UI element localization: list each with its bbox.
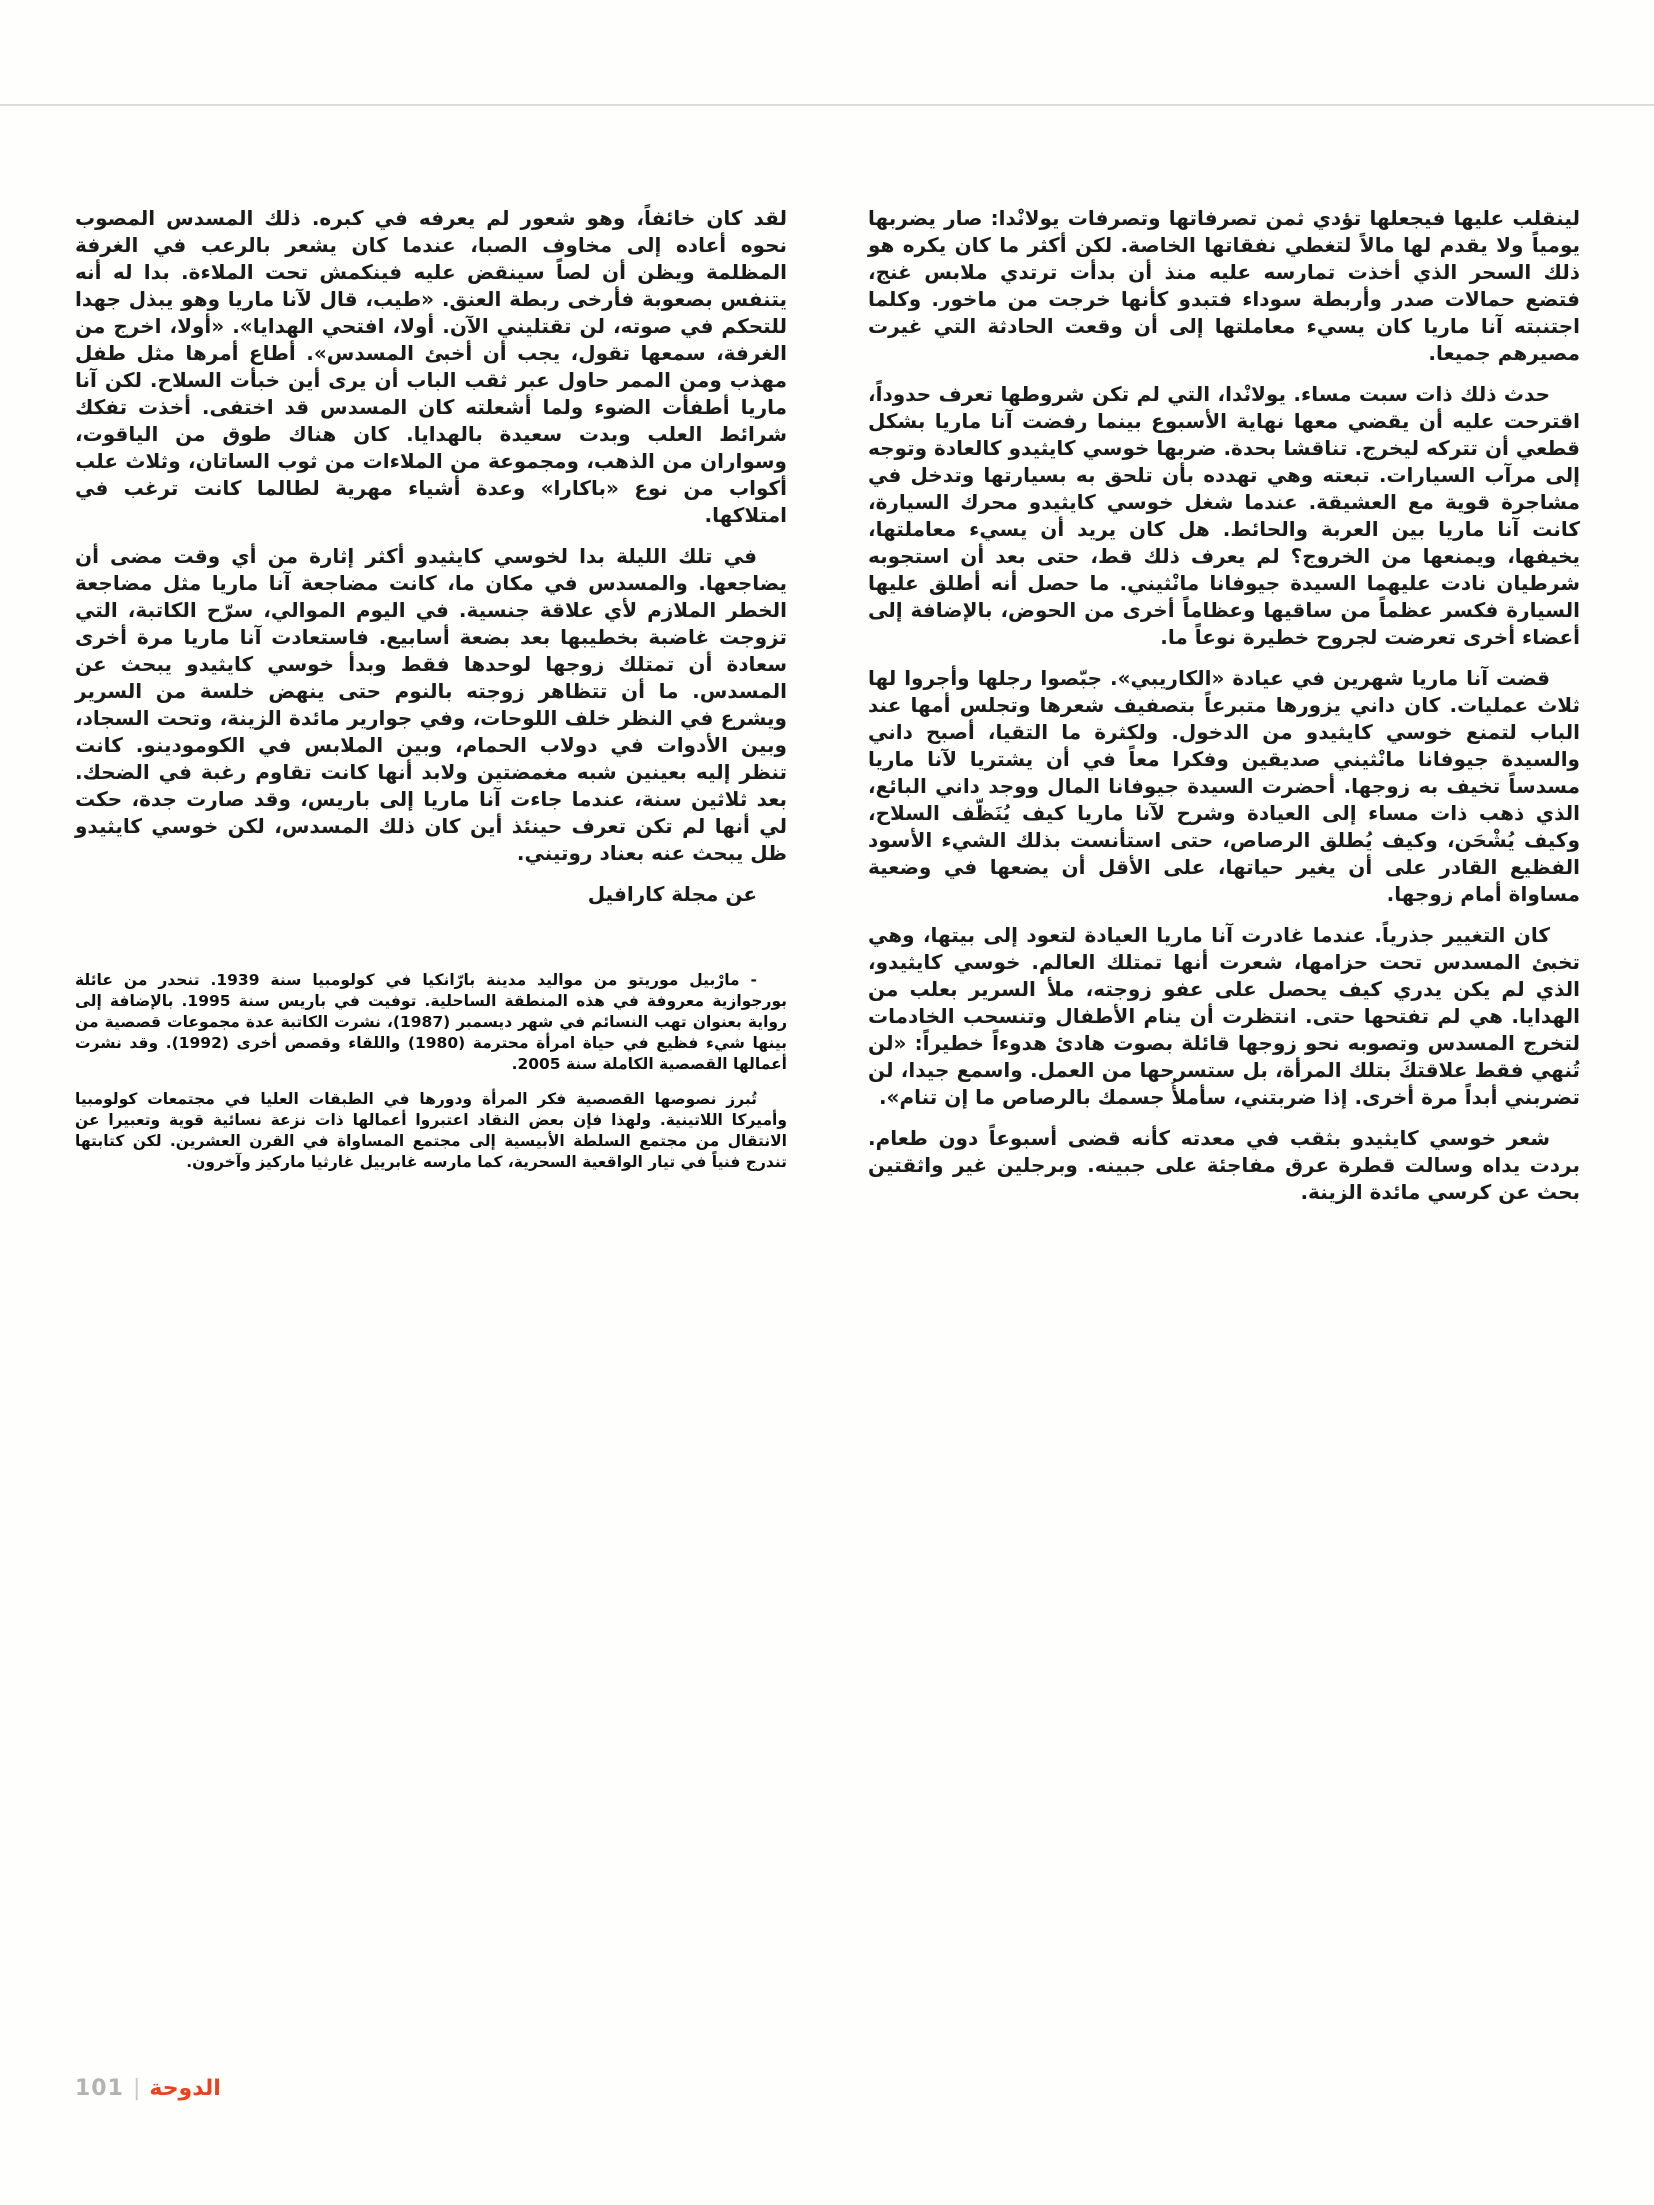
footnote-author-bio: - مارْبيل موريتو من مواليد مدينة بارّانكيا في كولومبيا سنة 1939. تنحدر من عائلة بورجوازية معروفة في هذه المنطقة الساحلية. توفيت في باريس سنة 1995. بالإضافة إلى رواية بعنوان تهب النسائم في شهر ديسمبر (1987)، نشرت الكاتبة عدة مجموعات قصصية من بينها شيء فظيع في حياة امرأة محترمة (1980) واللقاء وقصص أخرى (1992). وقد نشرت أعمالها القصصية الكاملة سنة 2005. bbox=[75, 971, 787, 1073]
article-paragraph: كان التغيير جذرياً. عندما غادرت آنا ماريا العيادة لتعود إلى بيتها، وهي تخبئ المسدس تحت حزامها، شعرت أنها تمتلك العالم. خوسي كايثيدو، الذي لم يكن يدري كيف يحصل على عفو زوجته، ملأ السرير بعلب من الهدايا. هي لم تفتحها حتى. انتظرت أن ينام الأطفال وتنسحب الخادمات لتخرج المسدس وتصوبه نحو زوجها قائلة بصوت هادئ هدوءاً خطيراً: «لن تُنهي فقط علاقتكَ بتلك المرأة، بل ستسرحها من العمل. واسمع جيدا، لن تضربني أبداً مرة أخرى. إذا ضربتني، سأملأُ جسمك بالرصاص ما إن تنام». bbox=[868, 923, 1580, 1109]
page-number: 101 bbox=[75, 2076, 124, 2101]
page-footer bbox=[75, 2076, 221, 2101]
footnotes-block bbox=[75, 970, 787, 1173]
article-paragraph: قضت آنا ماريا شهرين في عيادة «الكاريبي». جبّصوا رجلها وأجروا لها ثلاث عمليات. كان داني يزورها متبرعاً بتصفيف شعرها وتجلس أمها عند الباب لتمنع خوسي كايثيدو من الدخول. ولكثرة ما التقيا، أصبح داني والسيدة جيوفانا مانْثيني صديقين وفكرا معاً في أن يشتريا لآنا ماريا مسدساً تخيف به زوجها. أحضرت السيدة جيوفانا المال ووجد داني البائع، الذي ذهب ذات مساء إلى العيادة وشرح لآنا ماريا كيف يُنَظّف السلاح، وكيف يُشْحَن، وكيف يُطلق الرصاص، حتى استأنست بذلك الشيء الأسود الفظيع القادر على أن يغير حياتها، على الأقل أن يضعها في وضعية مساواة أمام زوجها. bbox=[868, 666, 1580, 906]
article-column-left bbox=[75, 205, 787, 1187]
footer-divider: | bbox=[132, 2076, 141, 2101]
source-attribution: عن مجلة كارافيل bbox=[587, 882, 757, 906]
article-paragraph: لينقلب عليها فيجعلها تؤدي ثمن تصرفاتها وتصرفات يولانْدا: صار يضربها يومياً ولا يقدم لها مالاً لتغطي نفقاتها الخاصة. لكن أكثر ما كان يكره هو ذلك السحر الذي أخذت تمارسه عليه منذ أن بدأت ترتدي ملابس غنج، فتضع حمالات صدر وأربطة سوداء فتبدو كأنها خرجت من ماخور. وكلما اجتنبته آنا ماريا كان يسيء معاملتها إلى أن وقعت الحادثة التي غيرت مصيرهم جميعا. bbox=[868, 206, 1580, 365]
magazine-logo: الدوحة bbox=[149, 2076, 221, 2101]
article-paragraph: لقد كان خائفاً، وهو شعور لم يعرفه في كبره. ذلك المسدس المصوب نحوه أعاده إلى مخاوف الصبا، عندما كان يشعر بالرعب في الغرفة المظلمة ويظن أن لصاً سينقض عليه فينكمش تحت الملاءة. بدا له أنه يتنفس بصعوبة فأرخى ربطة العنق. «طيب، قال لآنا ماريا وهو يبذل جهدا للتحكم في صوته، لن تقتليني الآن. أولا، افتحي الهدايا». «أولا، اخرج من الغرفة، سمعها تقول، يجب أن أخبئ المسدس». أطاع أمرها مثل طفل مهذب ومن الممر حاول عبر ثقب الباب أن يرى أين خبأت السلاح. لكن آنا ماريا أطفأت الضوء ولما أشعلته كان المسدس قد اختفى. أخذت تفكك شرائط العلب وبدت سعيدة بالهدايا. كان هناك طوق من الياقوت، وسواران من الذهب، ومجموعة من الملاءات من ثوب الساتان، وثلاث علب أكواب من نوع «باكارا» وعدة أشياء مهرية لطالما كانت ترغب في امتلاكها. bbox=[75, 206, 787, 527]
article-paragraph: حدث ذلك ذات سبت مساء. يولانْدا، التي لم تكن شروطها تعرف حدوداً، اقترحت عليه أن يقضي معها نهاية الأسبوع بينما رفضت آنا ماريا بشكل قطعي أن تتركه ليخرج. تناقشا بحدة. ضربها خوسي كايثيدو كالعادة وتوجه إلى مرآب السيارات. تبعته وهي تهدده بأن تلحق به بسيارتها وتدخل في مشاجرة قوية مع العشيقة. عندما شغل خوسي كايثيدو محرك السيارة، كانت آنا ماريا بين العربة والحائط. هل كان يريد أن يسيء معاملتها، يخيفها، ويمنعها من الخروج؟ لم يعرف ذلك قط، حتى بعد أن استجوبه شرطيان نادت عليهما السيدة جيوفانا مانْثيني. ما حصل أنه أطلق عليها السيارة فكسر عظماً من ساقيها وعظاماً أخرى من الحوض، بالإضافة إلى أعضاء أخرى تعرضت لجروح خطيرة نوعاً ما. bbox=[868, 382, 1580, 649]
article-paragraph: في تلك الليلة بدا لخوسي كايثيدو أكثر إثارة من أي وقت مضى أن يضاجعها. والمسدس في مكان ما، كانت مضاجعة آنا ماريا مثل مضاجعة الخطر الملازم لأي علاقة جنسية. في اليوم الموالي، سرّح الكاتبة، التي تزوجت غاضبة بخطيبها بعد بضعة أسابيع. فاستعادت آنا ماريا مرة أخرى سعادة أن تمتلك زوجها لوحدها فقط وبدأ خوسي كايثيدو يبحث عن المسدس. ما أن تتظاهر زوجته بالنوم حتى ينهض خلسة من السرير ويشرع في النظر خلف اللوحات، وفي جوارير مائدة الزينة، وتحت السجاد، وبين الأدوات في دولاب الحمام، وبين الملابس في الكومودينو. كانت تنظر إليه بعينين شبه مغمضتين ولابد أنها كانت تقاوم رغبة في الضحك. بعد ثلاثين سنة، عندما جاءت آنا ماريا إلى باريس، وقد صارت جدة، حكت لي أنها لم تكن تعرف حينئذ أين كان ذلك المسدس، لكن خوسي كايثيدو ظل يبحث عنه بعناد روتيني. bbox=[75, 544, 787, 865]
article-paragraph: شعر خوسي كايثيدو بثقب في معدته كأنه قضى أسبوعاً دون طعام. بردت يداه وسالت قطرة عرق مفاجئة على جبينه. وبرجلين غير واثقتين بحث عن كرسي مائدة الزينة. bbox=[868, 1126, 1580, 1204]
footnote-works-note: تُبرز نصوصها القصصية فكر المرأة ودورها في الطبقات العليا في مجتمعات كولومبيا وأميركا اللاتينية. ولهذا فإن بعض النقاد اعتبروا أعمالها ذات نزعة نسائية قوية وتعبيرا عن الانتقال من مجتمع السلطة الأبيسية إلى مجتمع المساواة في القرن العشرين. لكن كتابتها تندرج فنياً في تيار الواقعية السحرية، كما مارسه غابرييل غارثيا ماركيز وآخرون. bbox=[75, 1090, 787, 1171]
top-rule-divider bbox=[0, 104, 1654, 106]
article-column-right bbox=[868, 205, 1580, 1220]
